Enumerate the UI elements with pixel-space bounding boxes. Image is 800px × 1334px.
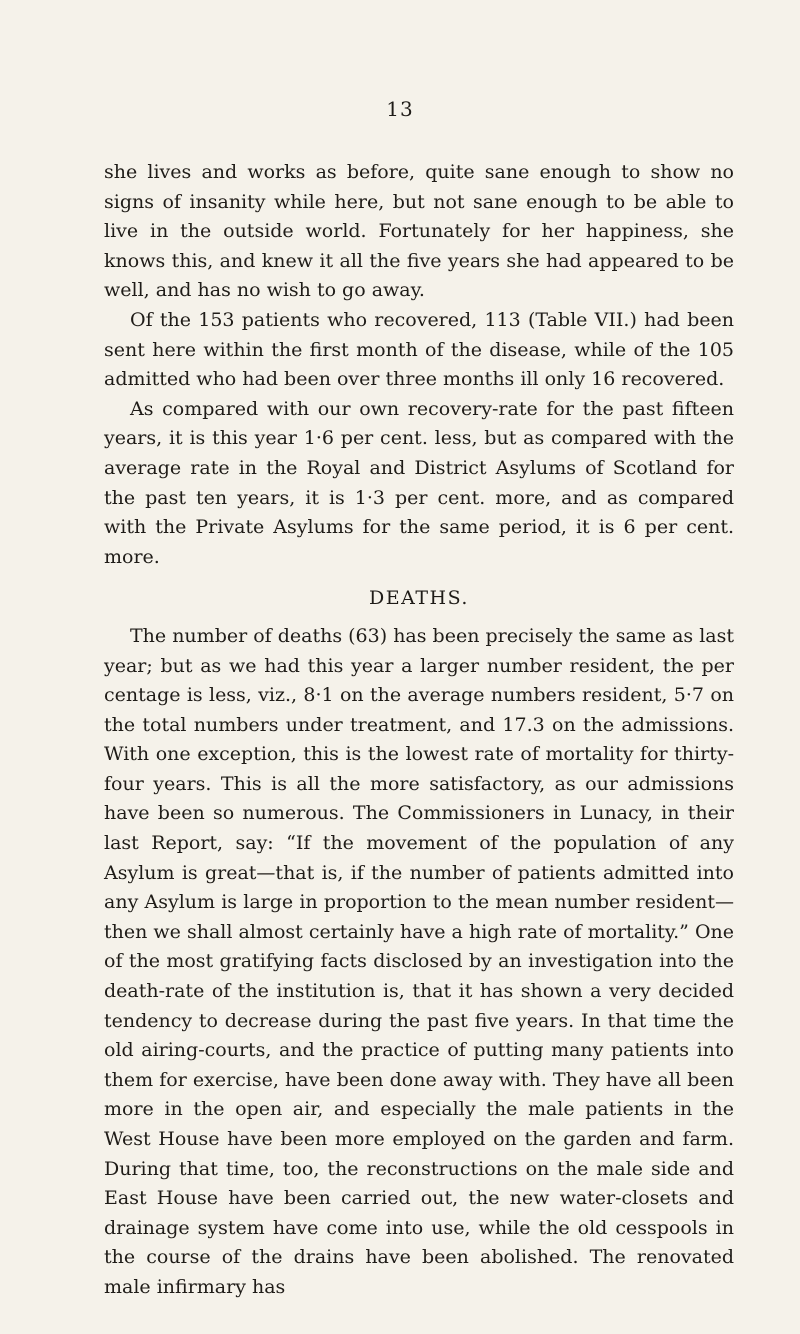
paragraph-continuation: she lives and works as before, quite sane enough to show no signs of insanity while here, but not sane enough to be able to live in the outside world. Fortunately for her happiness, she knows this, and knew it all the five years she had appeared to be well, and has no wish to go away. <box>104 161 734 302</box>
paragraph-recovered-patients: Of the 153 patients who recovered, 113 (Table VII.) had been sent here within the first month of the disease, while of the 105 admitted who had been over three months ill only 16 recovered. <box>104 308 734 391</box>
paragraph-recovery-rate: As compared with our own recovery-rate for the past fifteen years, it is this year 1·6 per cent. less, but as compared with the average rate in the Royal and District Asylums of Scotland for the past ten years, it is 1·3 per cent. more, and as compared with the Private Asylums for the same period, it is 6 per cent. more. <box>104 397 734 568</box>
paragraph-deaths: The number of deaths (63) has been precisely the same as last year; but as we had this year a larger number resident, the per centage is less, viz., 8·1 on the average numbers resident, 5·7 on the total numbers under treatment, and 17.3 on the admissions. With one exception, this is the lowest rate of mortality for thirty-four years. This is all the more satisfactory, as our admissions have been so numerous. The Commissioners in Lunacy, in their last Report, say: “If the movement of the population of any Asylum is great—that is, if the number of patients admitted into any Asylum is large in proportion to the mean number resident—then we shall almost certainly have a high rate of mortality.” One of the most gratifying facts disclosed by an investigation into the death-rate of the institution is, that it has shown a very decided tendency to decrease during the past five years. In that time the old airing-courts, and the practice of putting many patients into them for exercise, have been done away with. They have all been more in the open air, and especially the male patients in the West House have been more employed on the garden and farm. During that time, too, the reconstructions on the male side and East House have been carried out, the new water-closets and drainage system have come into use, while the old cesspools in the course of the drains have been abolished. The renovated male infirmary has <box>104 624 734 1298</box>
section-heading-deaths: DEATHS. <box>369 587 469 610</box>
page-number: 13 <box>386 97 414 121</box>
body-text <box>104 158 734 1303</box>
